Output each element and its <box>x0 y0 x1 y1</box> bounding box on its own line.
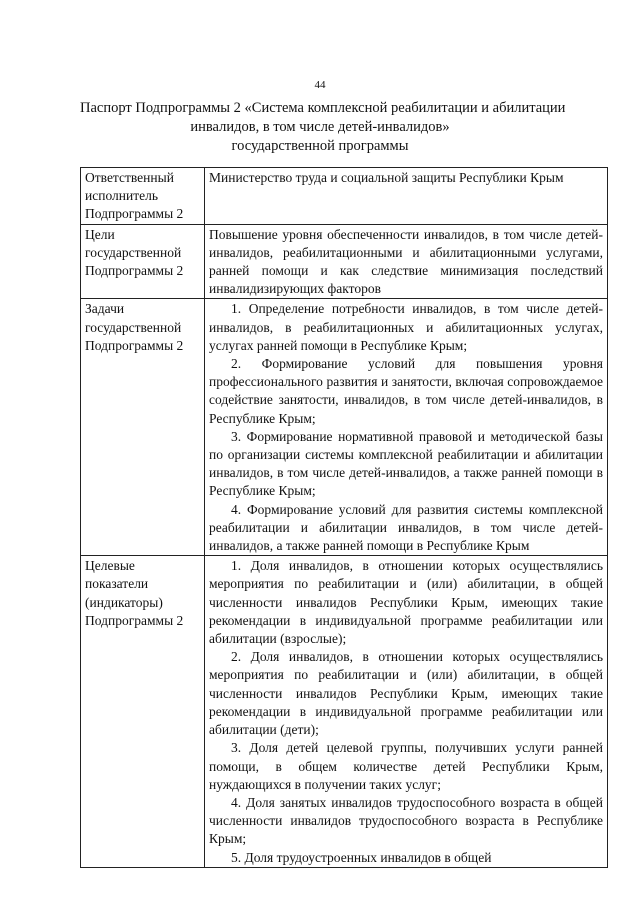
table-row <box>81 224 608 299</box>
list-item: 2. Формирование условий для повышения уровня профессионального развития и занятости, включая сопровождаемое содействие занятости, инвалидов, в том числе детей-инвалидов, в Республике Крым; <box>209 356 603 426</box>
list-item: 1. Доля инвалидов, в отношении которых осуществлялись мероприятия по реабилитации и (или) абилитации, в общей численности инвалидов Республики Крым, имеющих такие рекомендации в индивидуальной программе реабилитации или абилитации (взрослые); <box>209 558 603 647</box>
row-value <box>205 556 608 867</box>
row-value <box>205 168 608 225</box>
row-value <box>205 224 608 299</box>
list-item: 3. Доля детей целевой группы, получивших услуги ранней помощи, в общем количестве детей Республики Крым, нуждающихся в получении таких услуг; <box>209 740 603 792</box>
list-item: 4. Доля занятых инвалидов трудоспособного возраста в общей численности инвалидов трудоспособного возраста в Республике Крым; <box>209 794 603 847</box>
page-number: 44 <box>314 79 326 91</box>
title-line: государственной программы <box>231 138 409 154</box>
row-label: Задачи государственной Подпрограммы 2 <box>81 299 205 556</box>
row-label: Цели государственной Подпрограммы 2 <box>81 224 205 299</box>
row-label: Ответственный исполнитель Подпрограммы 2 <box>81 168 205 225</box>
list-item: 4. Формирование условий для развития системы комплексной реабилитации и абилитации инвалидов, в том числе детей-инвалидов, а также ранней помощи в Республике Крым <box>209 501 603 554</box>
passport-table <box>80 167 608 868</box>
table-row <box>81 556 608 867</box>
row-label: Целевые показатели (индикаторы) Подпрограммы 2 <box>81 556 205 867</box>
table-row <box>81 168 608 225</box>
title-line: Паспорт Подпрограммы 2 «Система комплексной реабилитации и абилитации <box>80 100 566 116</box>
row-value <box>205 299 608 556</box>
table-row <box>81 299 608 556</box>
list-item: Повышение уровня обеспеченности инвалидов, в том числе детей-инвалидов, реабилитационными и абилитационными услугами, ранней помощи и как следствие минимизация последствий инвалидизирующих факторов <box>209 226 603 297</box>
document-title <box>80 99 566 156</box>
list-item: 1. Определение потребности инвалидов, в том числе детей-инвалидов, в реабилитационных и абилитационных услугах, услугах ранней помощи в Республике Крым; <box>209 301 603 353</box>
list-item: 3. Формирование нормативной правовой и методической базы по организации системы комплексной реабилитации и абилитации инвалидов, в том числе детей-инвалидов, а также ранней помощи в Республике Крым; <box>209 428 603 499</box>
list-item: 2. Доля инвалидов, в отношении которых осуществлялись мероприятия по реабилитации и (или) абилитации, в общей численности инвалидов Республики Крым, имеющих такие рекомендации в индивидуальной программе реабилитации или абилитации (дети); <box>209 649 603 738</box>
title-line: инвалидов, в том числе детей-инвалидов» <box>190 119 450 135</box>
list-item: 5. Доля трудоустроенных инвалидов в общей <box>231 849 492 865</box>
list-item: Министерство труда и социальной защиты Республики Крым <box>209 170 564 185</box>
